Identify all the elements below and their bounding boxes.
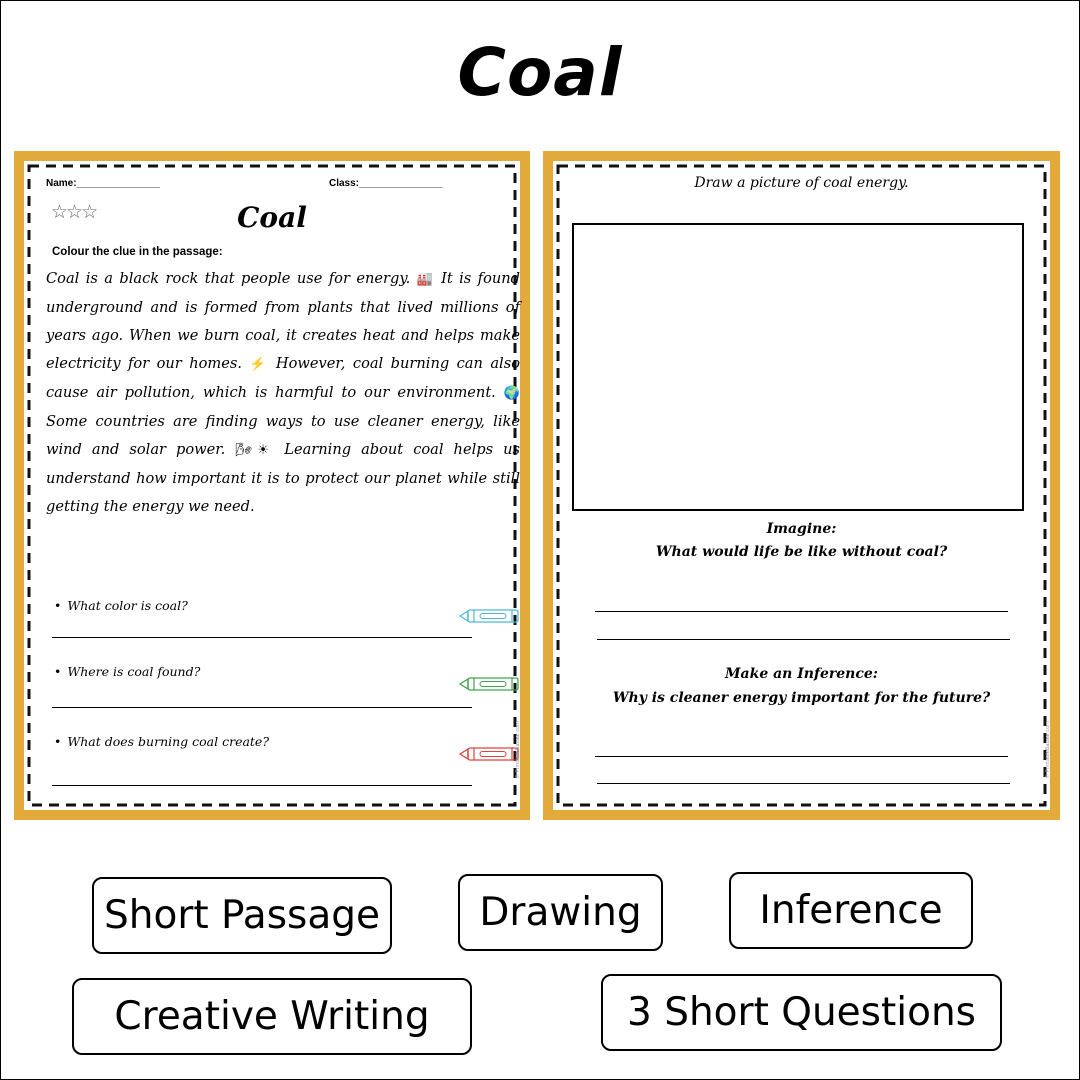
star-rating-icon: ☆☆☆ [51, 201, 97, 223]
question-2 [54, 664, 200, 679]
worksheet-passage-preview [14, 151, 530, 820]
bullet-icon: • [54, 664, 62, 679]
tag-drawing: Drawing [458, 874, 663, 951]
bullet-icon: • [54, 598, 62, 613]
answer-line[interactable] [597, 639, 1010, 640]
passage-text: Coal is a black rock that people use for energy. [46, 270, 417, 287]
tag-short-passage: Short Passage [92, 877, 392, 954]
passage-text: Some countries are finding ways to use cleaner energy, like wind and solar power. [46, 413, 520, 458]
passage-emoji-icon: 🌬☀ [235, 443, 275, 458]
tag-inference: Inference [729, 872, 973, 949]
answer-line[interactable] [595, 756, 1008, 757]
tag-3-short-questions: 3 Short Questions [601, 974, 1002, 1051]
question-1 [54, 598, 188, 613]
watermark: © PrintableBazaar.com [1045, 721, 1051, 779]
answer-line[interactable] [597, 783, 1010, 784]
passage-emoji-icon: 🏭 [416, 272, 435, 287]
question-text: Where is coal found? [67, 664, 201, 679]
worksheet-title: Coal [237, 201, 307, 234]
bullet-icon: • [54, 734, 62, 749]
imagine-heading: Imagine: [766, 521, 837, 537]
crayon-icon [459, 675, 521, 693]
worksheet-drawing-preview [543, 151, 1060, 820]
instruction-text: Colour the clue in the passage: [52, 246, 223, 258]
name-field-label: Name:_______________ [46, 178, 160, 189]
drawing-box[interactable] [572, 223, 1024, 511]
watermark: © PrintableBazaar.com [515, 721, 521, 779]
inference-heading: Make an Inference: [725, 666, 878, 682]
answer-line[interactable] [595, 611, 1008, 612]
passage-emoji-icon: 🌍 [503, 386, 520, 401]
passage-text: Learning about coal helps us understand how important it is to protect our planet while still getting the energy we need. [46, 441, 520, 515]
question-text: What color is coal? [67, 598, 188, 613]
crayon-icon [459, 745, 521, 763]
inference-question: Why is cleaner energy important for the future? [612, 690, 991, 706]
imagine-question: What would life be like without coal? [655, 544, 948, 560]
drawing-prompt: Draw a picture of coal energy. [694, 175, 909, 191]
worksheet-paper [553, 161, 1050, 810]
reading-passage [46, 265, 520, 521]
answer-line[interactable] [52, 785, 472, 786]
passage-emoji-icon: ⚡ [249, 357, 269, 372]
worksheet-paper [24, 161, 520, 810]
class-field-label: Class:_______________ [329, 178, 443, 189]
passage-text: It is found underground and is formed from plants that lived millions of years ago. When we burn coal, it creates heat and helps make electricity for our homes. [46, 270, 521, 372]
answer-line[interactable] [52, 637, 472, 638]
crayon-icon [459, 607, 521, 625]
tag-creative-writing: Creative Writing [72, 978, 472, 1055]
page-title: Coal [457, 34, 623, 111]
passage-text: However, coal burning can also cause air pollution, which is harmful to our environment. [46, 355, 520, 401]
answer-line[interactable] [52, 707, 472, 708]
question-3 [54, 734, 269, 749]
question-text: What does burning coal create? [67, 734, 270, 749]
